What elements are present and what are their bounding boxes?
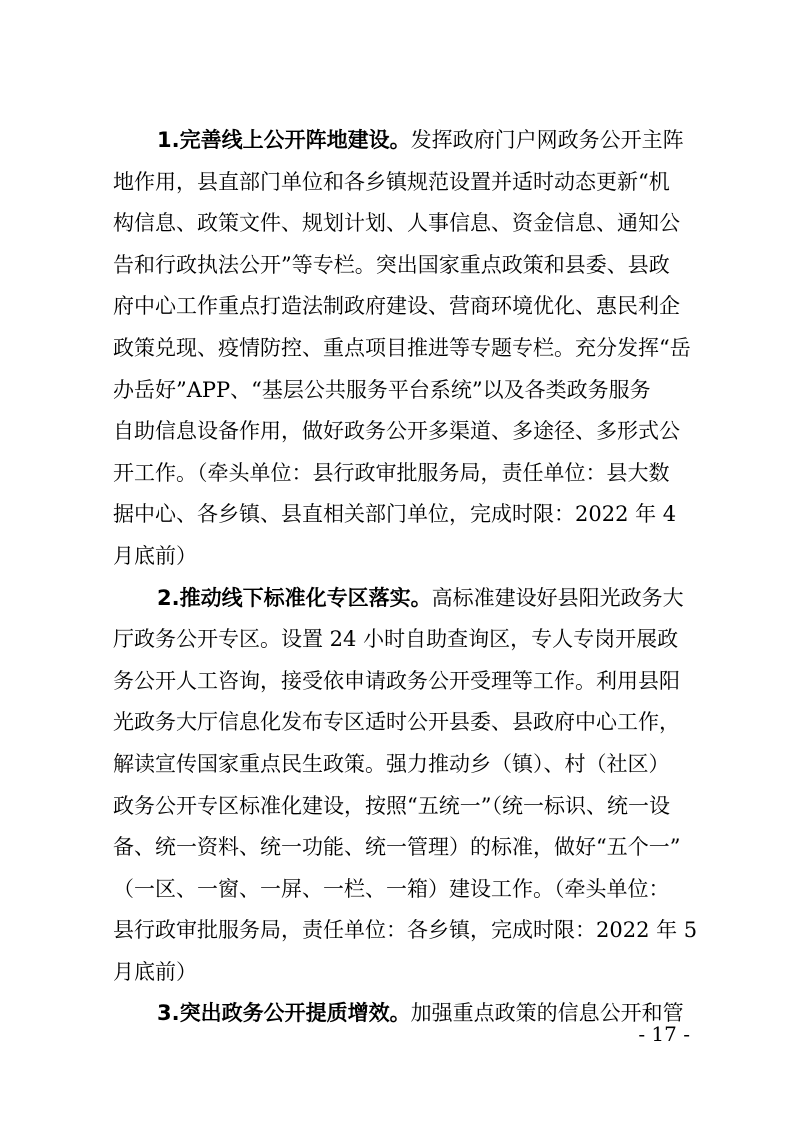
paragraph-1-line-3: 构信息、政策文件、规划计划、人事信息、资金信息、通知公 [113, 211, 680, 236]
paragraph-1-heading: 1.完善线上公开阵地建设。 [157, 128, 411, 152]
paragraph-2-line-1 [113, 578, 683, 620]
paragraph-1-line-8: 自助信息设备作用，做好政务公开多渠道、多途径、多形式公 [113, 419, 680, 444]
page-number: - 17 - [638, 1022, 690, 1046]
paragraph-1-line-10: 据中心、各乡镇、县直相关部门单位，完成时限：2022 年 4 [113, 502, 677, 527]
paragraph-2-line-3: 务公开人工咨询，接受依申请政务公开受理等工作。利用县阳 [113, 668, 680, 693]
paragraph-1-line-6: 政策兑现、疫情防控、重点项目推进等专题专栏。充分发挥“岳 [113, 335, 691, 360]
paragraph-3-heading: 3.突出政务公开提质增效。 [157, 1001, 411, 1026]
paragraph-2-line-10: 月底前） [113, 959, 197, 984]
paragraph-2-line-4: 光政务大厅信息化发布专区适时公开县委、县政府中心工作， [113, 710, 680, 735]
paragraph-2-text: 高标准建设好县阳光政务大 [431, 585, 684, 610]
paragraph-1-text: 发挥政府门户网政务公开主阵 [410, 128, 684, 152]
paragraph-1-line-7: 办岳好”APP、“基层公共服务平台系统”以及各类政务服务 [113, 377, 651, 402]
paragraph-2-line-7: 备、统一资料、统一功能、统一管理）的标准，做好“五个一” [113, 835, 681, 860]
paragraph-1-line-2: 地作用，县直部门单位和各乡镇规范设置并适时动态更新“机 [113, 169, 670, 194]
paragraph-1-line-9: 开工作。（牵头单位：县行政审批服务局，责任单位：县大数 [113, 460, 670, 485]
paragraph-2-heading: 2.推动线下标准化专区落实。 [157, 585, 432, 610]
paragraph-2-line-5: 解读宣传国家重点民生政策。强力推动乡（镇）、村（社区） [113, 751, 670, 776]
paragraph-2-line-6: 政务公开专区标准化建设，按照“五统一”（统一标识、统一设 [113, 793, 670, 818]
paragraph-1-line-1 [113, 120, 683, 162]
paragraph-2-line-2: 厅政务公开专区。设置 24 小时自助查询区，专人专岗开展政 [113, 627, 679, 652]
paragraph-1-line-5: 府中心工作重点打造法制政府建设、营商环境优化、惠民利企 [113, 294, 680, 319]
paragraph-2-line-8: （一区、一窗、一屏、一栏、一箱）建设工作。（牵头单位： [113, 876, 670, 901]
paragraph-1-line-4: 告和行政执法公开”等专栏。突出国家重点政策和县委、县政 [113, 252, 670, 277]
paragraph-3-text: 加强重点政策的信息公开和管 [410, 1001, 684, 1026]
paragraph-3-line-1 [113, 993, 683, 1035]
paragraph-2-line-9: 县行政审批服务局，责任单位：各乡镇，完成时限：2022 年 5 [113, 918, 698, 943]
paragraph-1-line-11: 月底前） [113, 543, 197, 568]
